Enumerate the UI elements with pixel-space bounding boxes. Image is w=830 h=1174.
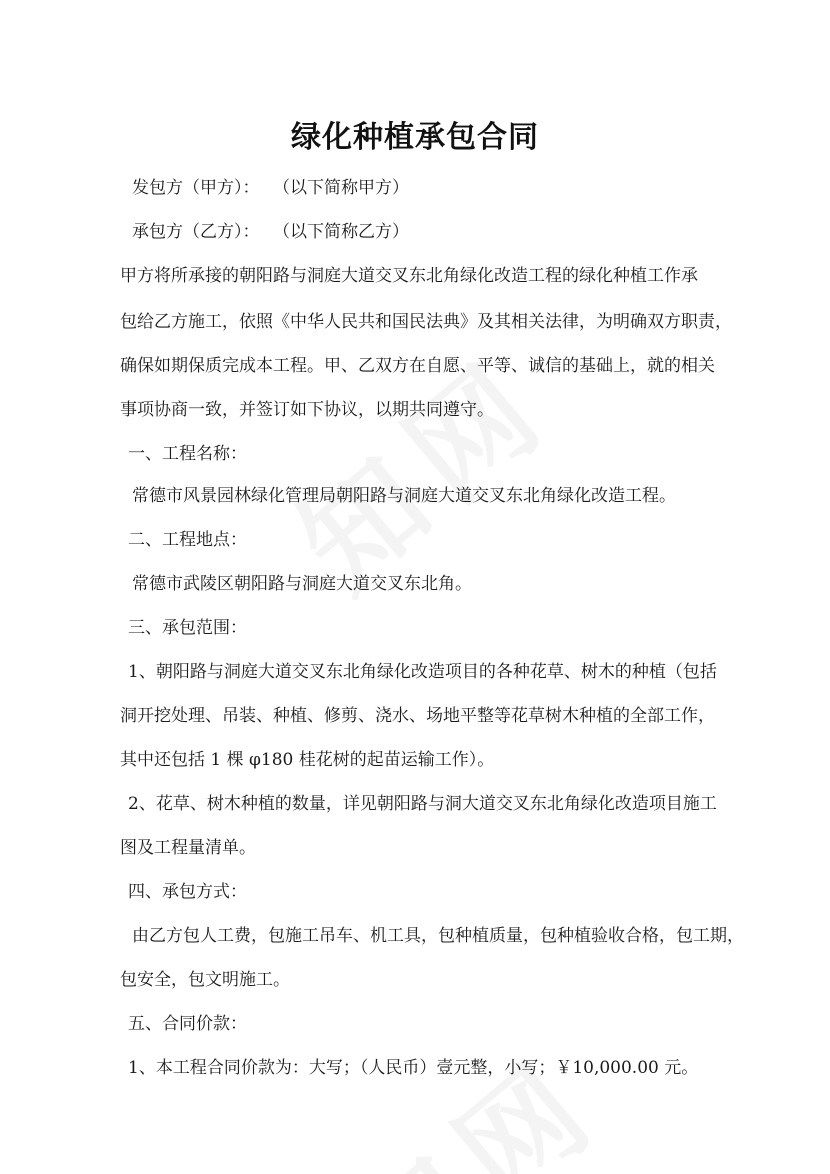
scope-item-line: 1、朝阳路与洞庭大道交叉东北角绿化改造项目的各种花草、树木的种植（包括 [128, 662, 717, 682]
section-body: 常德市武陵区朝阳路与洞庭大道交叉东北角。 [132, 574, 472, 594]
party-a-note: （以下简称甲方） [281, 178, 409, 198]
section-heading: 二、工程地点： [128, 530, 247, 550]
party-b-note: （以下简称乙方） [281, 222, 409, 242]
intro-line: 包给乙方施工，依照《中华人民共和国民法典》及其相关法律，为明确双方职责， [120, 312, 732, 332]
section-heading: 四、承包方式： [128, 882, 247, 902]
party-b-line [132, 220, 409, 244]
scope-item-line: 图及工程量清单。 [120, 838, 256, 858]
party-a-line [132, 176, 409, 200]
price-line: 1、本工程合同价款为：大写；（人民币）壹元整，小写；￥10,000.00 元。 [128, 1058, 699, 1078]
scope-item-line: 洞开挖处理、吊装、种植、修剪、浇水、场地平整等花草树木种植的全部工作， [120, 706, 715, 726]
section-heading: 一、工程名称： [128, 444, 247, 464]
section-body: 包安全，包文明施工。 [120, 970, 290, 990]
watermark [307, 1010, 632, 1174]
intro-line: 事项协商一致，并签订如下协议，以期共同遵守。 [120, 400, 494, 420]
section-body: 常德市风景园林绿化管理局朝阳路与洞庭大道交叉东北角绿化改造工程。 [132, 486, 676, 506]
section-heading: 五、合同价款： [128, 1014, 247, 1034]
scope-item-line: 2、花草、树木种植的数量，详见朝阳路与洞大道交叉东北角绿化改造项目施工 [128, 794, 717, 814]
section-heading: 三、承包范围： [128, 618, 247, 638]
party-b-label: 承包方（乙方）： [132, 222, 260, 242]
party-a-label: 发包方（甲方）： [132, 178, 260, 198]
document-title: 绿化种植承包合同 [291, 120, 539, 155]
intro-line: 确保如期保质完成本工程。甲、乙双方在自愿、平等、诚信的基础上，就的相关 [120, 356, 715, 376]
scope-item-line: 其中还包括 1 棵 φ180 桂花树的起苗运输工作）。 [120, 750, 495, 770]
section-body: 由乙方包人工费，包施工吊车、机工具，包种植质量，包种植验收合格，包工期， [132, 926, 744, 946]
intro-line: 甲方将所承接的朝阳路与洞庭大道交叉东北角绿化改造工程的绿化种植工作承 [120, 266, 698, 286]
